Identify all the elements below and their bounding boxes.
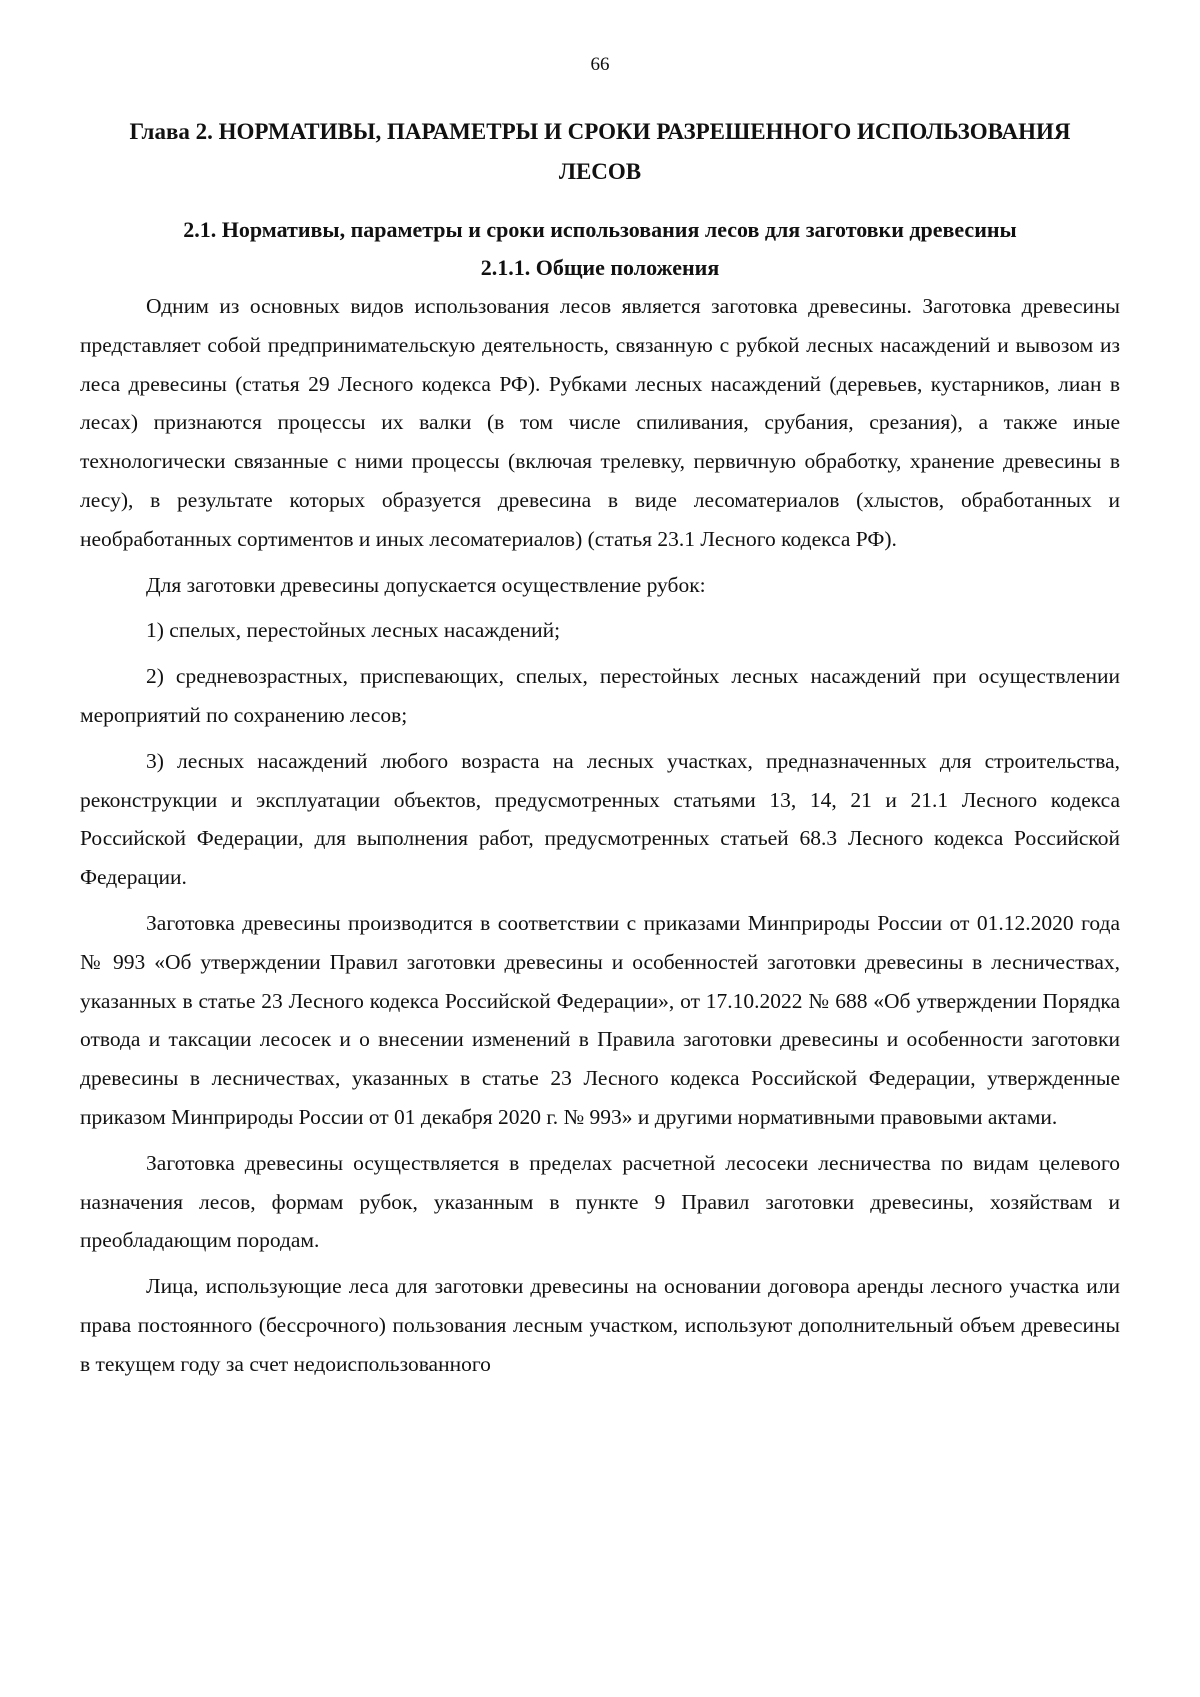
paragraph-lease: Лица, использующие леса для заготовки древесины на основании договора аренды лесного участка или права постоянного (бессрочного) пользования лесным участком, используют дополнительный объем древесины в текущем году за счет недоиспользованного <box>80 1274 1120 1376</box>
chapter-title: Глава 2. НОРМАТИВЫ, ПАРАМЕТРЫ И СРОКИ РАЗРЕШЕННОГО ИСПОЛЬЗОВАНИЯ ЛЕСОВ <box>129 119 1071 184</box>
page-number: 66 <box>590 54 610 75</box>
paragraph-cuttings-allowed: Для заготовки древесины допускается осуществление рубок: <box>146 572 706 597</box>
paragraph-intro: Одним из основных видов использования лесов является заготовка древесины. Заготовка древесины представляет собой предпринимательскую деятельность, связанную с рубкой лесных насаждений и вывозом из леса древесины (статья 29 Лесного кодекса РФ). Рубками лесных насаждений (деревьев, кустарников, лиан в лесах) признаются процессы их валки (в том числе спиливания, срубания, срезания), а также иные технологически связанные с ними процессы (включая трелевку, первичную обработку, хранение древесины в лесу), в результате которых образуется древесина в виде лесоматериалов (хлыстов, обработанных и необработанных сортиментов и иных лесоматериалов) (статья 23.1 Лесного кодекса РФ). <box>80 294 1120 551</box>
paragraph-orders: Заготовка древесины производится в соответствии с приказами Минприроды России от 01.12.2020 года № 993 «Об утверждении Правил заготовки древесины и особенностей заготовки древесины в лесничествах, указанных в статье 23 Лесного кодекса Российской Федерации», от 17.10.2022 № 688 «Об утверждении Порядка отвода и таксации лесосек и о внесении изменений в Правила заготовки древесины и особенности заготовки древесины в лесничествах, указанных в статье 23 Лесного кодекса Российской Федерации, утвержденные приказом Минприроды России от 01 декабря 2020 г. № 993» и другими нормативными правовыми актами. <box>80 910 1120 1129</box>
list-item-3: 3) лесных насаждений любого возраста на лесных участках, предназначенных для строительства, реконструкции и эксплуатации объектов, предусмотренных статьями 13, 14, 21 и 21.1 Лесного кодекса Российской Федерации, для выполнения работ, предусмотренных статьей 68.3 Лесного кодекса Российской Федерации. <box>80 748 1120 890</box>
list-item-1: 1) спелых, перестойных лесных насаждений; <box>146 618 561 643</box>
body-text <box>80 287 1120 1384</box>
list-item-2: 2) средневозрастных, приспевающих, спелых, перестойных лесных насаждений при осуществлении мероприятий по сохранению лесов; <box>80 664 1120 727</box>
section-title: 2.1. Нормативы, параметры и сроки использования лесов для заготовки древесины <box>183 217 1017 242</box>
subsection-title: 2.1.1. Общие положения <box>480 255 720 280</box>
paragraph-allowable-cut: Заготовка древесины осуществляется в пределах расчетной лесосеки лесничества по видам целевого назначения лесов, формам рубок, указанным в пункте 9 Правил заготовки древесины, хозяйствам и преобладающим породам. <box>80 1150 1120 1253</box>
